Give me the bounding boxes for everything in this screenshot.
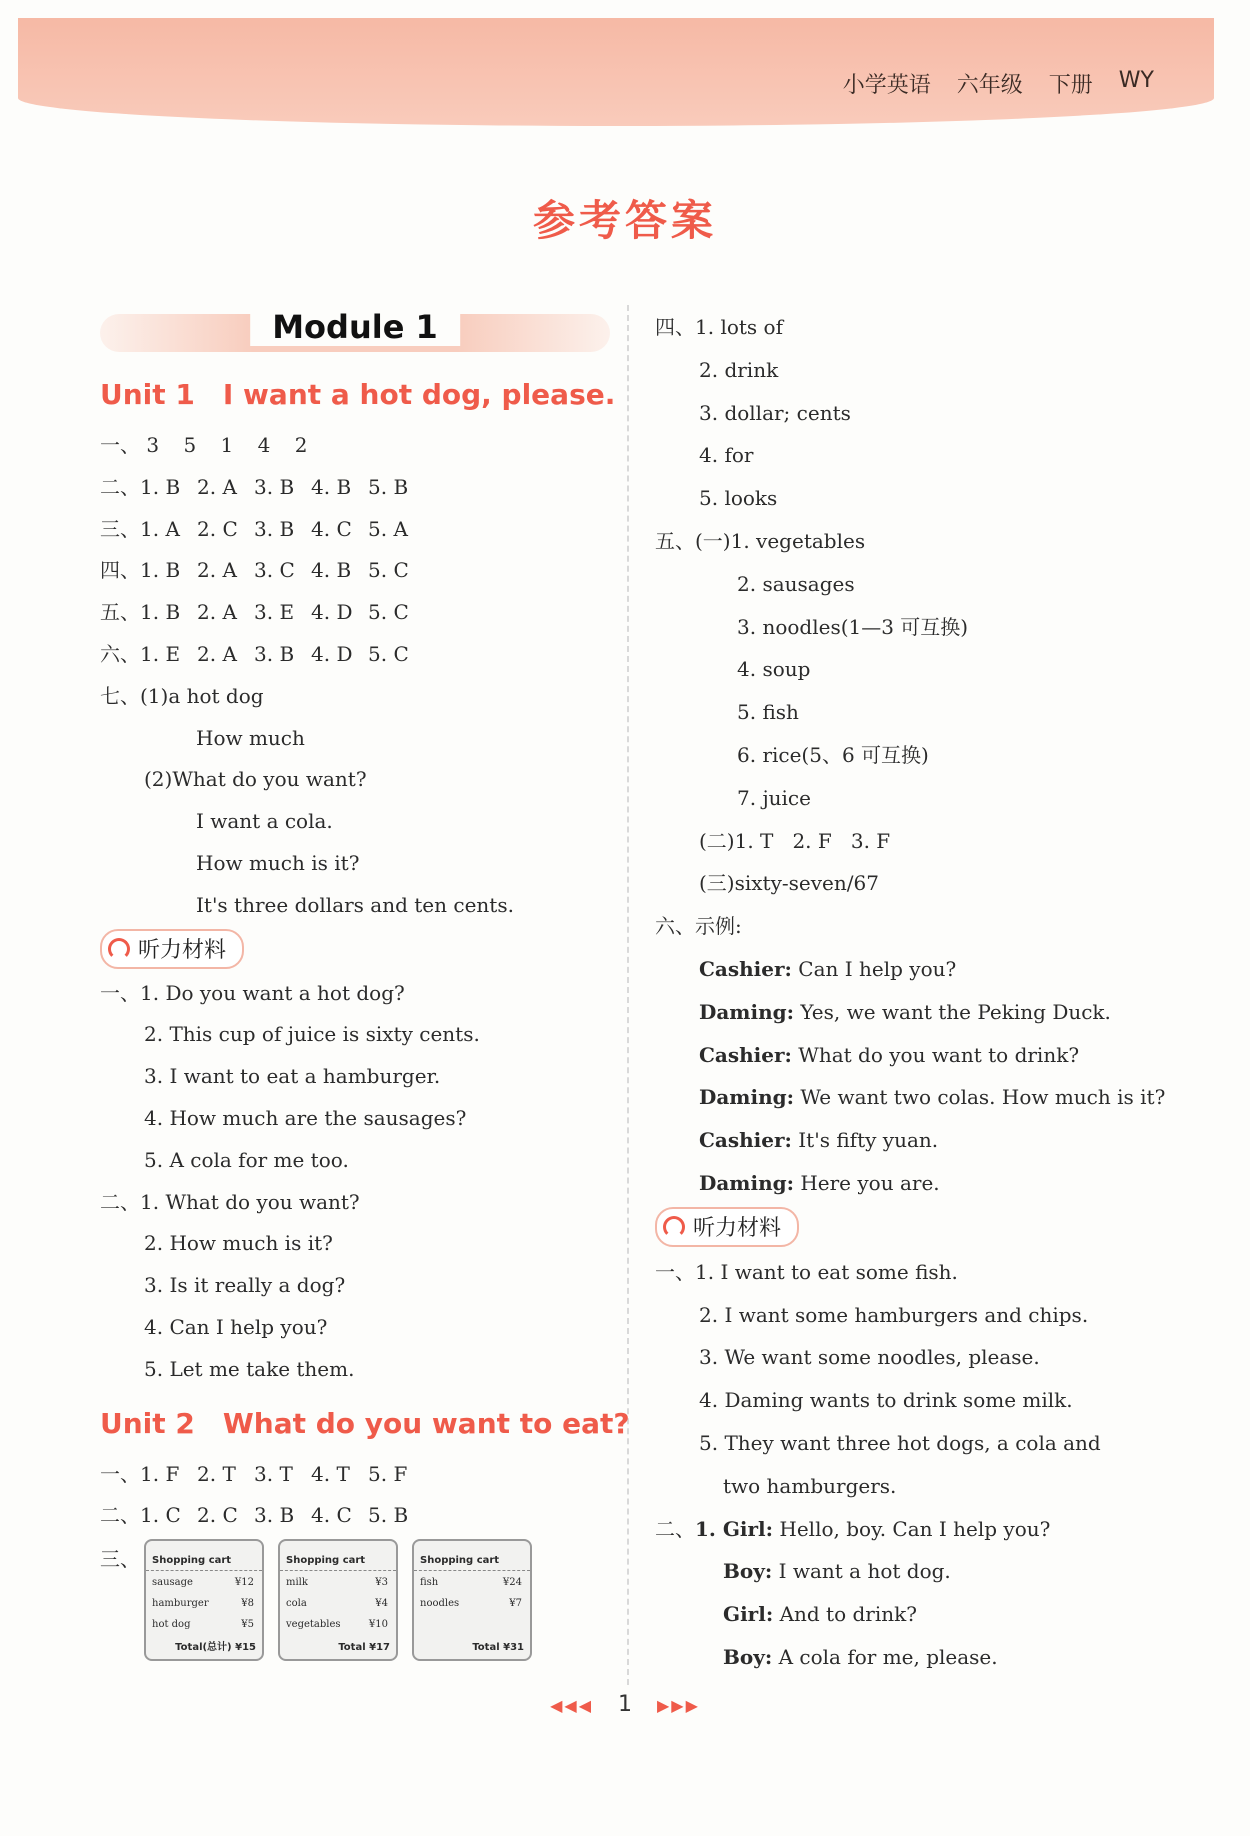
cart-title: Shopping cart	[280, 1541, 396, 1571]
answer-line: 6. rice(5、6 可互换)	[737, 742, 929, 767]
section-label: 五、	[100, 600, 140, 625]
answer: 2	[294, 433, 308, 457]
utterance: Here you are.	[800, 1170, 940, 1195]
section-label: 二、	[100, 1503, 140, 1528]
item-name: milk	[286, 1577, 308, 1589]
answer-line: (1)a hot dog	[140, 683, 264, 708]
speaker: Girl:	[723, 1602, 774, 1627]
utterance: We want two colas. How much is it?	[800, 1085, 1166, 1110]
u2-section-2	[100, 1495, 610, 1537]
section-label: 六、	[100, 641, 140, 666]
answer-line: (2)What do you want?	[144, 767, 367, 792]
cart-total: Total(总计) ¥15	[175, 1642, 256, 1654]
answer: 3. B	[254, 1503, 295, 1528]
listening-line: 4. Daming wants to drink some milk.	[699, 1388, 1073, 1413]
answer: 1. B	[140, 474, 181, 499]
item-name: hamburger	[152, 1598, 209, 1610]
answer: 4. T	[311, 1461, 350, 1486]
right-arrows-icon: ▶▶▶	[657, 1696, 700, 1715]
dialog-line	[655, 1119, 1195, 1162]
utterance: Yes, we want the Peking Duck.	[800, 999, 1111, 1024]
answer: 5. B	[368, 474, 409, 499]
headphones-icon	[108, 938, 130, 960]
utterance: Can I help you?	[798, 956, 957, 981]
answer: 2. A	[197, 600, 237, 625]
answer: 5. C	[368, 558, 409, 583]
answer: 4. C	[311, 1503, 352, 1528]
answer-line: 3. noodles(1—3 可互换)	[737, 614, 969, 639]
item-price: ¥3	[375, 1577, 388, 1589]
volume: 下册	[1048, 73, 1093, 98]
shopping-cart	[278, 1539, 398, 1661]
speaker: Cashier:	[699, 1042, 792, 1067]
answer: 3. E	[254, 600, 295, 625]
answer: 1. F	[140, 1461, 180, 1486]
unit1-title	[100, 378, 616, 411]
listening-line: 4. Can I help you?	[144, 1314, 328, 1339]
edition: WY	[1118, 68, 1154, 93]
cart-total: Total ¥17	[338, 1642, 390, 1654]
cart-item	[414, 1571, 530, 1592]
answer-line: (三)sixty-seven/67	[699, 871, 879, 896]
listening-material-tag	[100, 929, 244, 969]
u2-section-5	[655, 520, 1195, 563]
speaker: Daming:	[699, 1085, 794, 1110]
answer: 1. C	[140, 1503, 181, 1528]
section-label: 三、	[100, 516, 140, 541]
answer-line: 3. dollar; cents	[699, 400, 851, 425]
answer-line: I want a cola.	[196, 809, 333, 834]
section-label: 七、	[100, 683, 140, 708]
item-name: cola	[286, 1598, 307, 1610]
section-label: 二、	[100, 1189, 140, 1214]
listening-label: 听力材料	[693, 1216, 782, 1242]
u1-listen-2	[100, 1182, 610, 1224]
unit2-number: Unit 2	[100, 1406, 195, 1440]
speaker: Cashier:	[699, 956, 792, 981]
section-label: 一、	[100, 433, 140, 457]
answer-line: 5. looks	[699, 486, 778, 511]
left-arrows-icon: ◀◀◀	[550, 1696, 593, 1715]
left-column	[100, 300, 630, 1661]
listening-line: 1. I want to eat some fish.	[695, 1259, 958, 1284]
speaker: 1. Girl:	[695, 1516, 774, 1541]
answer: 3. B	[254, 516, 295, 541]
answer-line: How much is it?	[196, 850, 360, 875]
listening-line: 2. This cup of juice is sixty cents.	[144, 1022, 480, 1047]
headphones-icon	[663, 1216, 685, 1238]
utterance: I want a hot dog.	[778, 1559, 951, 1584]
answer: 4. B	[311, 474, 352, 499]
book-info	[843, 68, 1154, 99]
u1-section-1	[100, 425, 610, 467]
cart-item	[146, 1571, 262, 1592]
answer: 2. A	[197, 641, 237, 666]
cart-item	[146, 1613, 262, 1634]
answer: 5. C	[368, 641, 409, 666]
cart-item	[280, 1571, 396, 1592]
u2-section-3	[100, 1539, 610, 1661]
dialog-line	[655, 1162, 1195, 1205]
u1-section-3	[100, 509, 610, 551]
answer: 5. B	[368, 1503, 409, 1528]
section-label: 一、	[655, 1259, 695, 1284]
header-banner	[18, 18, 1214, 126]
listening-line: 5. A cola for me too.	[144, 1147, 349, 1172]
answer: 3. B	[254, 641, 295, 666]
section-label: 四、	[655, 315, 695, 339]
item-name: noodles	[420, 1598, 460, 1610]
unit2-name: What do you want to eat?	[222, 1406, 630, 1440]
u2-listen-2	[655, 1508, 1195, 1551]
dialog-line	[655, 1593, 1195, 1636]
answer: 1. B	[140, 600, 181, 625]
answer: 2. A	[197, 474, 237, 499]
listening-line: 2. I want some hamburgers and chips.	[699, 1302, 1089, 1327]
u1-section-2	[100, 467, 610, 509]
answer: 3. B	[254, 474, 295, 499]
page-title: 参考答案	[532, 196, 717, 245]
section-label: 一、	[100, 980, 140, 1005]
speaker: Daming:	[699, 999, 794, 1024]
listening-line: 1. What do you want?	[140, 1189, 360, 1214]
part-label: (一)	[695, 528, 731, 553]
shopping-carts	[144, 1539, 610, 1661]
page-number: 1	[618, 1692, 632, 1717]
answer: 4. D	[311, 600, 353, 625]
cart-item	[280, 1592, 396, 1613]
answer-line: 5. fish	[737, 700, 799, 725]
page-footer	[0, 1692, 1250, 1717]
unit1-number: Unit 1	[100, 378, 195, 411]
item-name: fish	[420, 1577, 439, 1589]
answer: 3. C	[254, 558, 295, 583]
answer: 5. A	[368, 516, 408, 541]
section-label: 五、	[655, 528, 695, 553]
module-title: Module 1	[250, 308, 460, 346]
item-price: ¥7	[509, 1598, 522, 1610]
answer: 1	[220, 433, 234, 457]
grade: 六年级	[956, 73, 1023, 98]
answer-line: It's three dollars and ten cents.	[196, 892, 514, 917]
listening-line: 3. Is it really a dog?	[144, 1273, 346, 1298]
cart-title: Shopping cart	[414, 1541, 530, 1571]
listening-line: 5. Let me take them.	[144, 1356, 355, 1381]
answer: 4. C	[311, 516, 352, 541]
dialog-line	[655, 948, 1195, 991]
dialog-line	[655, 1550, 1195, 1593]
item-price: ¥24	[502, 1577, 522, 1589]
answer: 2. A	[197, 558, 237, 583]
item-price: ¥12	[234, 1577, 254, 1589]
answer: 5. F	[368, 1461, 408, 1486]
listening-line: 3. We want some noodles, please.	[699, 1345, 1040, 1370]
answer: 1. E	[140, 641, 181, 666]
u2-section-4	[655, 306, 1195, 349]
dialog-line	[655, 1076, 1195, 1119]
item-price: ¥4	[375, 1598, 388, 1610]
answer-line: 2. sausages	[737, 571, 855, 596]
answer: 4. B	[311, 558, 352, 583]
column-divider	[627, 305, 629, 1685]
answer-line: (二)1. T 2. F 3. F	[699, 828, 891, 853]
listening-line: 3. I want to eat a hamburger.	[144, 1064, 441, 1089]
section-label: 六、示例:	[655, 914, 742, 939]
listening-line: two hamburgers.	[723, 1473, 897, 1498]
listening-line: 5. They want three hot dogs, a cola and	[699, 1430, 1101, 1455]
item-name: hot dog	[152, 1619, 191, 1631]
answer: 4. D	[311, 641, 353, 666]
answer-line: 7. juice	[737, 785, 811, 810]
dialog-line	[655, 991, 1195, 1034]
u1-section-7	[100, 676, 610, 718]
section-label: 二、	[655, 1516, 695, 1541]
speaker: Boy:	[723, 1644, 773, 1669]
shopping-cart	[412, 1539, 532, 1661]
speaker: Daming:	[699, 1170, 794, 1195]
answer: 5	[183, 433, 197, 457]
cart-item	[146, 1592, 262, 1613]
u1-section-6	[100, 634, 610, 676]
section-label: 一、	[100, 1461, 140, 1486]
u1-section-4	[100, 550, 610, 592]
cart-item	[280, 1613, 396, 1634]
subject: 小学英语	[842, 73, 931, 98]
u1-listen-1	[100, 973, 610, 1015]
speaker: Boy:	[723, 1559, 773, 1584]
answer-line: 4. soup	[737, 657, 811, 682]
section-label: 二、	[100, 474, 140, 499]
listening-material-tag	[655, 1207, 799, 1247]
answer: 3	[146, 433, 160, 457]
answer-line: 1. lots of	[695, 315, 783, 339]
right-column	[655, 306, 1195, 1679]
answer-line: 2. drink	[699, 357, 779, 382]
module-heading	[100, 308, 610, 352]
cart-item	[414, 1592, 530, 1613]
utterance: What do you want to drink?	[798, 1042, 1080, 1067]
listening-line: 4. How much are the sausages?	[144, 1105, 467, 1130]
shopping-cart	[144, 1539, 264, 1661]
item-price: ¥8	[241, 1598, 254, 1610]
answer-line: 4. for	[699, 443, 754, 468]
u1-section-5	[100, 592, 610, 634]
u2-section-1	[100, 1454, 610, 1496]
dialog-line	[655, 1636, 1195, 1679]
listening-label: 听力材料	[138, 938, 227, 964]
unit2-title	[100, 1406, 630, 1440]
answer: 4	[257, 433, 271, 457]
answer: 2. C	[197, 516, 238, 541]
cart-total: Total ¥31	[472, 1642, 524, 1654]
dialog-line	[655, 1034, 1195, 1077]
answer-line: How much	[196, 725, 305, 750]
answer: 5. C	[368, 600, 409, 625]
answer-line: 1. vegetables	[730, 528, 866, 553]
answer: 1. A	[140, 516, 180, 541]
cart-title: Shopping cart	[146, 1541, 262, 1571]
item-price: ¥10	[368, 1619, 388, 1631]
utterance: It's fifty yuan.	[798, 1128, 939, 1153]
item-price: ¥5	[241, 1619, 254, 1631]
listening-line: 1. Do you want a hot dog?	[140, 980, 405, 1005]
utterance: A cola for me, please.	[778, 1644, 998, 1669]
answer: 3. T	[254, 1461, 293, 1486]
answer: 2. T	[197, 1461, 236, 1486]
answer: 2. C	[197, 1503, 238, 1528]
answer: 1. B	[140, 558, 181, 583]
unit1-name: I want a hot dog, please.	[222, 378, 616, 411]
utterance: And to drink?	[779, 1602, 917, 1627]
speaker: Cashier:	[699, 1128, 792, 1153]
section-label: 三、	[100, 1547, 140, 1572]
listening-line: 2. How much is it?	[144, 1231, 333, 1256]
item-name: sausage	[152, 1577, 193, 1589]
u2-listen-1	[655, 1251, 1195, 1294]
section-label: 四、	[100, 558, 140, 583]
utterance: Hello, boy. Can I help you?	[779, 1516, 1051, 1541]
item-name: vegetables	[286, 1619, 341, 1631]
